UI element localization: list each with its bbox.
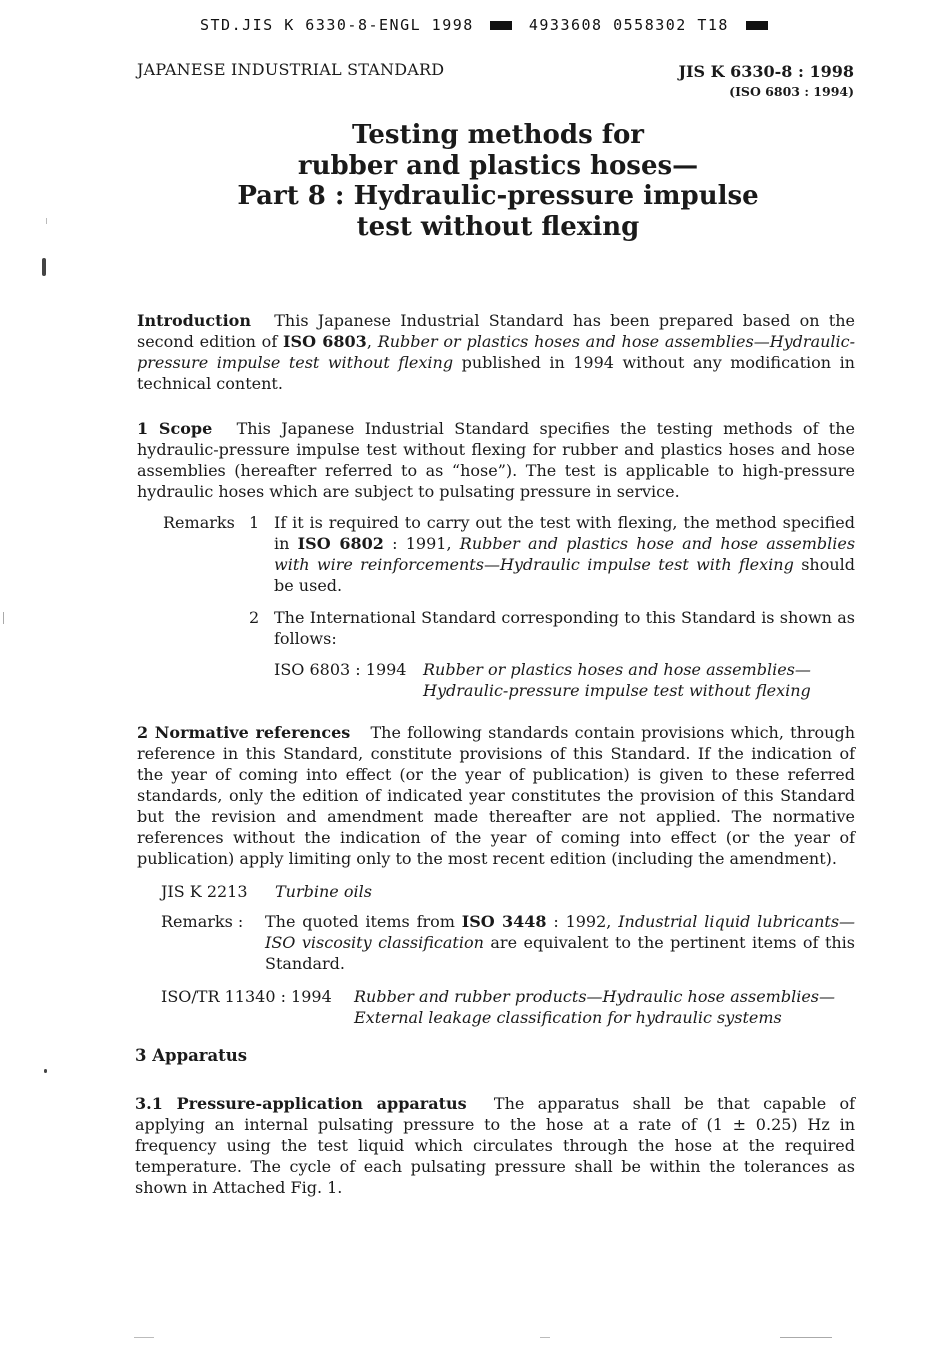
remarks-label: Remarks bbox=[163, 513, 235, 532]
scan-header-label: STD.JIS K 6330-8-ENGL 1998 bbox=[200, 16, 474, 34]
normative-remark-text-a: The quoted items from bbox=[265, 912, 455, 931]
intro-ref-iso: ISO 6803 bbox=[283, 332, 367, 351]
remark-1-ref-title: Rubber and plastics hose and hose assemblies with wire reinforcements—Hydraulic impulse test with flexing bbox=[274, 534, 856, 574]
scan-header bbox=[200, 16, 774, 34]
scan-code-1: 4933608 bbox=[528, 16, 603, 34]
scope-text: This Japanese Industrial Standard specifies the testing methods of the hydraulic-pressure impulse test without flexing for rubber and plastics hoses and hose assemblies (hereafter referred to as “hose”). The test is applicable to high-pressure hydraulic hoses which are subject to pulsating pressure in service. bbox=[137, 419, 855, 501]
scan-speck-6 bbox=[780, 1337, 832, 1338]
normative-references-paragraph bbox=[137, 722, 855, 869]
introduction-paragraph bbox=[137, 310, 855, 394]
reference-2-title: Rubber and rubber products—Hydraulic hose assemblies—External leakage classification for hydraulic systems bbox=[354, 987, 835, 1027]
intro-ref-title: Rubber or plastics hoses and hose assemblies—Hydraulic-pressure impulse test without flexing bbox=[137, 332, 856, 372]
scan-speck-7 bbox=[540, 1337, 550, 1338]
title-line-4: test without flexing bbox=[356, 211, 640, 242]
reference-1-title: Turbine oils bbox=[275, 882, 372, 901]
scope-remark-1 bbox=[163, 512, 855, 596]
scan-speck-1 bbox=[42, 258, 46, 276]
remark-1-year: : 1991, bbox=[392, 534, 452, 553]
normative-remark-ref-title: Industrial liquid lubricants—ISO viscosity classification bbox=[265, 912, 856, 952]
scan-bar-1 bbox=[490, 21, 512, 30]
standard-number-block bbox=[678, 62, 854, 99]
scan-speck-3 bbox=[3, 612, 4, 624]
introduction-heading: Introduction bbox=[137, 311, 251, 330]
reference-1-code: JIS K 2213 bbox=[161, 882, 248, 901]
normative-remarks-label: Remarks : bbox=[161, 912, 244, 931]
scope-paragraph bbox=[137, 418, 855, 502]
remark-2-text: The International Standard corresponding to this Standard is shown as follows: bbox=[274, 608, 855, 648]
corresponding-iso-title: Rubber or plastics hoses and hose assemblies—Hydraulic-pressure impulse test without flexing bbox=[423, 660, 811, 700]
normative-text: The following standards contain provisions which, through reference in this Standard, constitute provisions of this Standard. If the indication of the year of coming into effect (or the year of publication) is given to these referred standards, only the edition of indicated year constitutes the provision of this Standard but the revision and amendment made thereafter are not applied. The normative references without the indication of the year of coming into effect (or the year of publication) apply limiting only to the most recent edition (including the amendment). bbox=[137, 723, 856, 868]
intro-text-2: published in 1994 without any modification in technical content. bbox=[137, 353, 855, 393]
scan-code-2: 0558302 bbox=[613, 16, 687, 34]
intro-text-1: This Japanese Industrial Standard has been prepared based on the second edition of bbox=[137, 311, 855, 351]
normative-remark-text bbox=[265, 911, 855, 974]
corresponding-iso-entry bbox=[274, 659, 864, 701]
iso-number: (ISO 6803 : 1994) bbox=[729, 84, 854, 99]
pressure-apparatus-paragraph bbox=[135, 1093, 855, 1198]
normative-remark-text-b: are equivalent to the pertinent items of this Standard. bbox=[265, 933, 856, 973]
remark-2-indent bbox=[163, 607, 249, 649]
remark-number-1: 1 bbox=[249, 513, 260, 532]
pressure-apparatus-heading: 3.1 Pressure-application apparatus bbox=[135, 1094, 467, 1113]
intro-comma: , bbox=[366, 332, 372, 351]
remark-1-text-b: should be used. bbox=[274, 555, 855, 595]
reference-jis-k2213 bbox=[161, 881, 855, 902]
apparatus-heading: 3 Apparatus bbox=[135, 1046, 248, 1065]
pressure-apparatus-text: The apparatus shall be that capable of applying an internal pulsating pressure to the hose at a rate of (1 ± 0.25) Hz in frequency using the test liquid which circulates through the hose at the required temperature. The cycle of each pulsating pressure shall be within the tolerances as shown in Attached Fig. 1. bbox=[135, 1094, 856, 1197]
document-title bbox=[0, 120, 950, 242]
normative-remark bbox=[161, 911, 855, 974]
normative-remark-year: : 1992, bbox=[553, 912, 612, 931]
scan-code-3: T18 bbox=[697, 16, 729, 34]
title-line-2: rubber and plastics hoses— bbox=[297, 150, 699, 181]
title-line-1: Testing methods for bbox=[352, 120, 644, 150]
scan-speck-5 bbox=[134, 1337, 154, 1338]
remark-1-text bbox=[274, 512, 855, 596]
remark-1-ref: ISO 6802 bbox=[297, 534, 384, 553]
reference-iso-tr-11340 bbox=[161, 986, 866, 1028]
remark-number-2: 2 bbox=[249, 608, 260, 627]
scope-heading: 1 Scope bbox=[137, 419, 213, 438]
normative-remark-ref: ISO 3448 bbox=[461, 912, 547, 931]
scan-speck-2 bbox=[44, 1069, 47, 1073]
remark-1-text-a: If it is required to carry out the test with flexing, the method specified in bbox=[274, 513, 855, 553]
jis-number: JIS K 6330-8 : 1998 bbox=[678, 62, 854, 81]
reference-2-code: ISO/TR 11340 : 1994 bbox=[161, 987, 332, 1006]
scope-remark-2 bbox=[163, 607, 855, 649]
standard-type: JAPANESE INDUSTRIAL STANDARD bbox=[137, 60, 445, 79]
corresponding-iso-code: ISO 6803 : 1994 bbox=[274, 660, 407, 679]
scan-speck-4 bbox=[46, 218, 47, 224]
title-line-3: Part 8 : Hydraulic-pressure impulse bbox=[237, 181, 759, 211]
normative-heading: 2 Normative references bbox=[137, 723, 351, 742]
scan-bar-2 bbox=[746, 21, 768, 30]
